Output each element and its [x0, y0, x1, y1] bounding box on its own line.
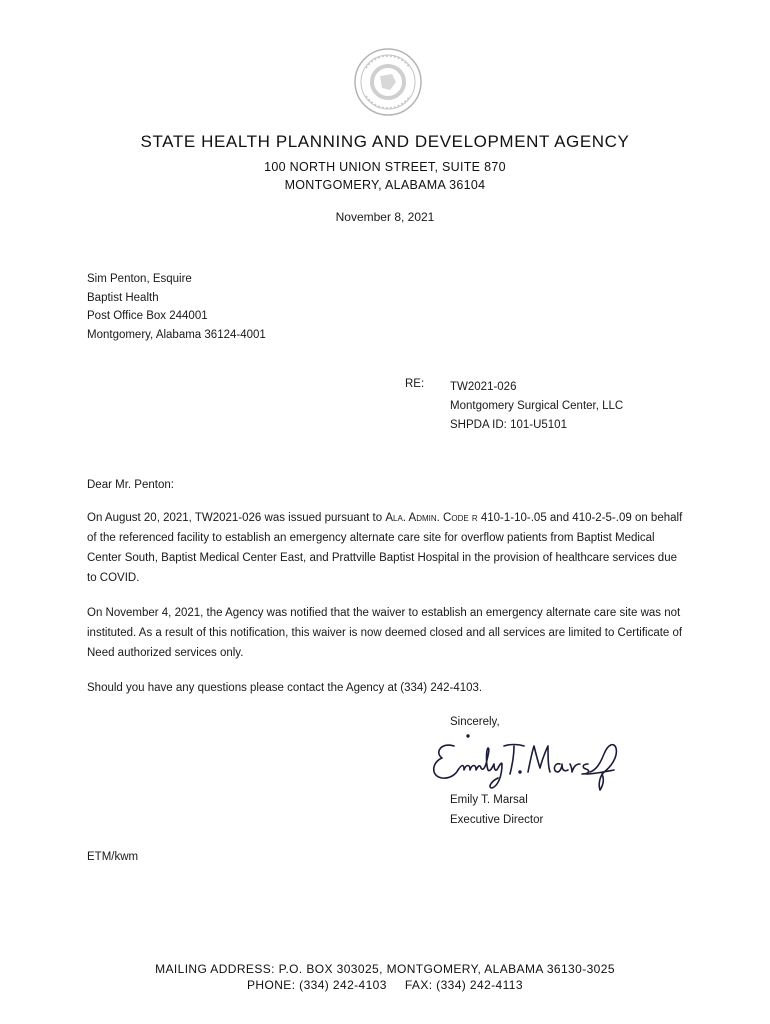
agency-street: 100 NORTH UNION STREET, SUITE 870: [264, 160, 506, 174]
recipient-name: Sim Penton, Esquire: [87, 273, 192, 285]
paragraph-3: [87, 678, 687, 698]
closing: Sincerely,: [450, 716, 500, 728]
signer-block: [450, 790, 543, 830]
paragraph-3-text: Should you have any questions please contact the Agency at (334) 242-4103.: [87, 682, 483, 694]
signer-name: Emily T. Marsal: [450, 794, 528, 806]
re-label: RE:: [405, 378, 425, 390]
handwritten-signature: [428, 724, 628, 794]
letter-date: November 8, 2021: [335, 210, 435, 224]
re-facility: Montgomery Surgical Center, LLC: [450, 400, 624, 412]
agency-city-state: MONTGOMERY, ALABAMA 36104: [284, 178, 486, 192]
paragraph-1-start: On August 20, 2021, TW2021-026 was issued pursuant to: [87, 512, 386, 524]
recipient-city-state-zip: Montgomery, Alabama 36124-4001: [87, 328, 266, 341]
paragraph-2: [87, 603, 687, 663]
typist-initials: ETM/kwm: [87, 851, 139, 863]
re-shpda-id: SHPDA ID: 101-U5101: [450, 419, 567, 431]
recipient-address: [87, 270, 266, 344]
agency-name: STATE HEALTH PLANNING AND DEVELOPMENT AGENCY: [140, 132, 630, 151]
admin-code-citation: Ala. Admin. Code r: [385, 512, 478, 524]
salutation: Dear Mr. Penton:: [87, 479, 174, 491]
footer-mailing-address: MAILING ADDRESS: P.O. BOX 303025, MONTGOMERY, ALABAMA 36130-3025: [155, 962, 615, 976]
paragraph-1: [87, 508, 687, 588]
footer-contact: [0, 978, 770, 992]
re-waiver-number: TW2021-026: [450, 381, 517, 393]
state-seal-icon: [352, 46, 424, 118]
signer-title: Executive Director: [450, 814, 544, 826]
paragraph-2-text: On November 4, 2021, the Agency was notified that the waiver to establish an emergency alternate care site was not instituted. As a result of this notification, this waiver is now deemed closed and all services are limited to Certificate of Need authorized services only.: [87, 607, 683, 659]
recipient-organization: Baptist Health: [87, 291, 159, 304]
footer-fax: FAX: (334) 242-4113: [404, 978, 523, 992]
re-block: [450, 378, 623, 435]
footer-phone: PHONE: (334) 242-4103: [247, 978, 387, 992]
paragraph-1-rest: 410-1-10-.05 and 410-2-5-.09 on behalf of the referenced facility to establish an emergency alternate care site for overflow patients from Baptist Medical Center South, Baptist Medical Center East, and Prattville Baptist Hospital in the provision of healthcare services due to COVID.: [87, 512, 683, 584]
recipient-po-box: Post Office Box 244001: [87, 310, 208, 322]
